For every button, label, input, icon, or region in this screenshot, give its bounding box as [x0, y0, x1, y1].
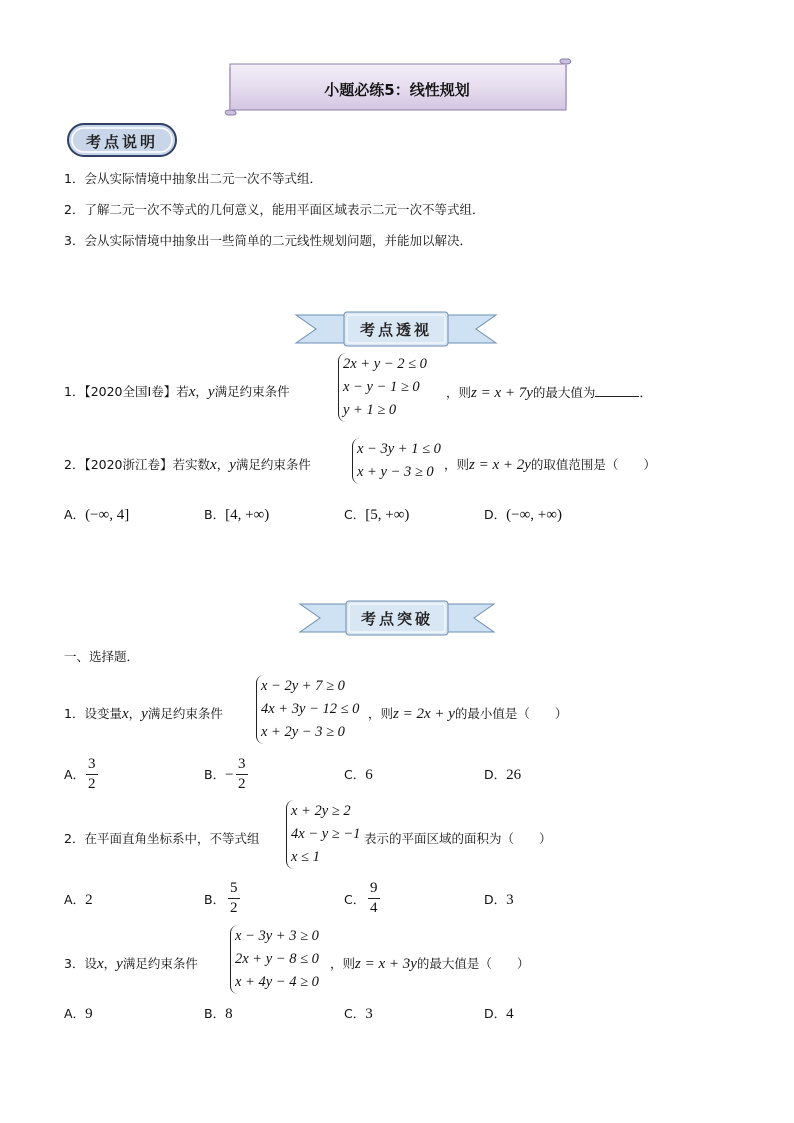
answer-blank[interactable] — [595, 383, 639, 397]
practice-q1-option-d[interactable]: D．26 — [484, 767, 522, 783]
review-q2-option-d[interactable]: D．(−∞, +∞) — [484, 507, 562, 523]
review-q2-objective: ，则z = x + 2y的取值范围是（ ） — [444, 457, 656, 473]
practice-q3-objective: ，则z = x + 3y的最大值是（ ） — [330, 956, 530, 972]
practice-q2-system: x + 2y ≥ 2 4x − y ≥ −1 x ≤ 1 — [286, 800, 360, 869]
review-q2-option-b[interactable]: B．[4, +∞) — [204, 507, 270, 523]
practice-q1-option-a-fraction: $\frac{3}{2}$ — [88, 756, 96, 792]
practice-q1-option-a-label[interactable]: A． — [64, 767, 86, 782]
practice-q1-option-c[interactable]: C．6 — [344, 767, 373, 783]
practice-q1-text: 1．设变量x，y满足约束条件 — [64, 706, 223, 722]
page-title: 小题必练5：线性规划 — [324, 81, 470, 99]
practice-q1-option-b-fraction: $\frac{3}{2}$ — [238, 756, 246, 792]
section-heading: 一、选择题． — [64, 649, 140, 664]
practice-q2-option-a[interactable]: A．2 — [64, 892, 93, 908]
badge-exam-description: 考点说明 — [66, 122, 178, 158]
ribbon-exam-perspective: 考点透视 — [294, 309, 498, 349]
review-q2-system: x − 3y + 1 ≤ 0 x + y − 3 ≥ 0 — [352, 438, 441, 484]
review-q2-option-c[interactable]: C．[5, +∞) — [344, 507, 410, 523]
practice-q3-system: x − 3y + 3 ≥ 0 2x + y − 8 ≤ 0 x + 4y − 4 ≥ 0 — [230, 925, 319, 994]
practice-q3-option-a[interactable]: A．9 — [64, 1006, 93, 1022]
practice-q2-option-d[interactable]: D．3 — [484, 892, 514, 908]
practice-q3-text: 3．设x，y满足约束条件 — [64, 956, 198, 972]
practice-q3-option-d[interactable]: D．4 — [484, 1006, 514, 1022]
practice-q3-option-c[interactable]: C．3 — [344, 1006, 373, 1022]
practice-q2-option-b-fraction: $\frac{5}{2}$ — [230, 880, 238, 916]
review-q2-option-a[interactable]: A．(−∞, 4] — [64, 507, 130, 523]
practice-q1-option-b-label[interactable]: B．− — [204, 767, 234, 783]
ribbon-exam-breakthrough: 考点突破 — [298, 598, 496, 638]
objective-2: 2．了解二元一次不等式的几何意义，能用平面区域表示二元一次不等式组． — [64, 202, 485, 217]
objective-1: 1．会从实际情境中抽象出二元一次不等式组． — [64, 171, 322, 186]
objective-3: 3．会从实际情境中抽象出一些简单的二元线性规划问题，并能加以解决． — [64, 233, 472, 248]
practice-q1-system: x − 2y + 7 ≥ 0 4x + 3y − 12 ≤ 0 x + 2y − 3 ≥ 0 — [256, 675, 359, 744]
review-q1-text: 1．【2020全国Ⅰ卷】若x，y满足约束条件 — [64, 384, 290, 400]
review-q2-text: 2．【2020浙江卷】若实数x，y满足约束条件 — [64, 457, 311, 473]
practice-q2-suffix: 表示的平面区域的面积为（ ） — [364, 831, 552, 846]
practice-q2-option-c-label[interactable]: C． — [344, 892, 366, 907]
practice-q3-option-b[interactable]: B．8 — [204, 1006, 233, 1022]
review-q1-objective: ，则z = x + 7y的最大值为 ． — [446, 385, 652, 401]
practice-q2-option-b-label[interactable]: B． — [204, 892, 226, 907]
title-banner — [222, 58, 572, 116]
practice-q1-objective: ，则z = 2x + y的最小值是（ ） — [368, 706, 568, 722]
practice-q2-text: 2．在平面直角坐标系中，不等式组 — [64, 831, 260, 846]
review-q1-system: 2x + y − 2 ≤ 0 x − y − 1 ≥ 0 y + 1 ≥ 0 — [338, 353, 427, 422]
practice-q2-option-c-fraction: $\frac{9}{4}$ — [370, 880, 378, 916]
